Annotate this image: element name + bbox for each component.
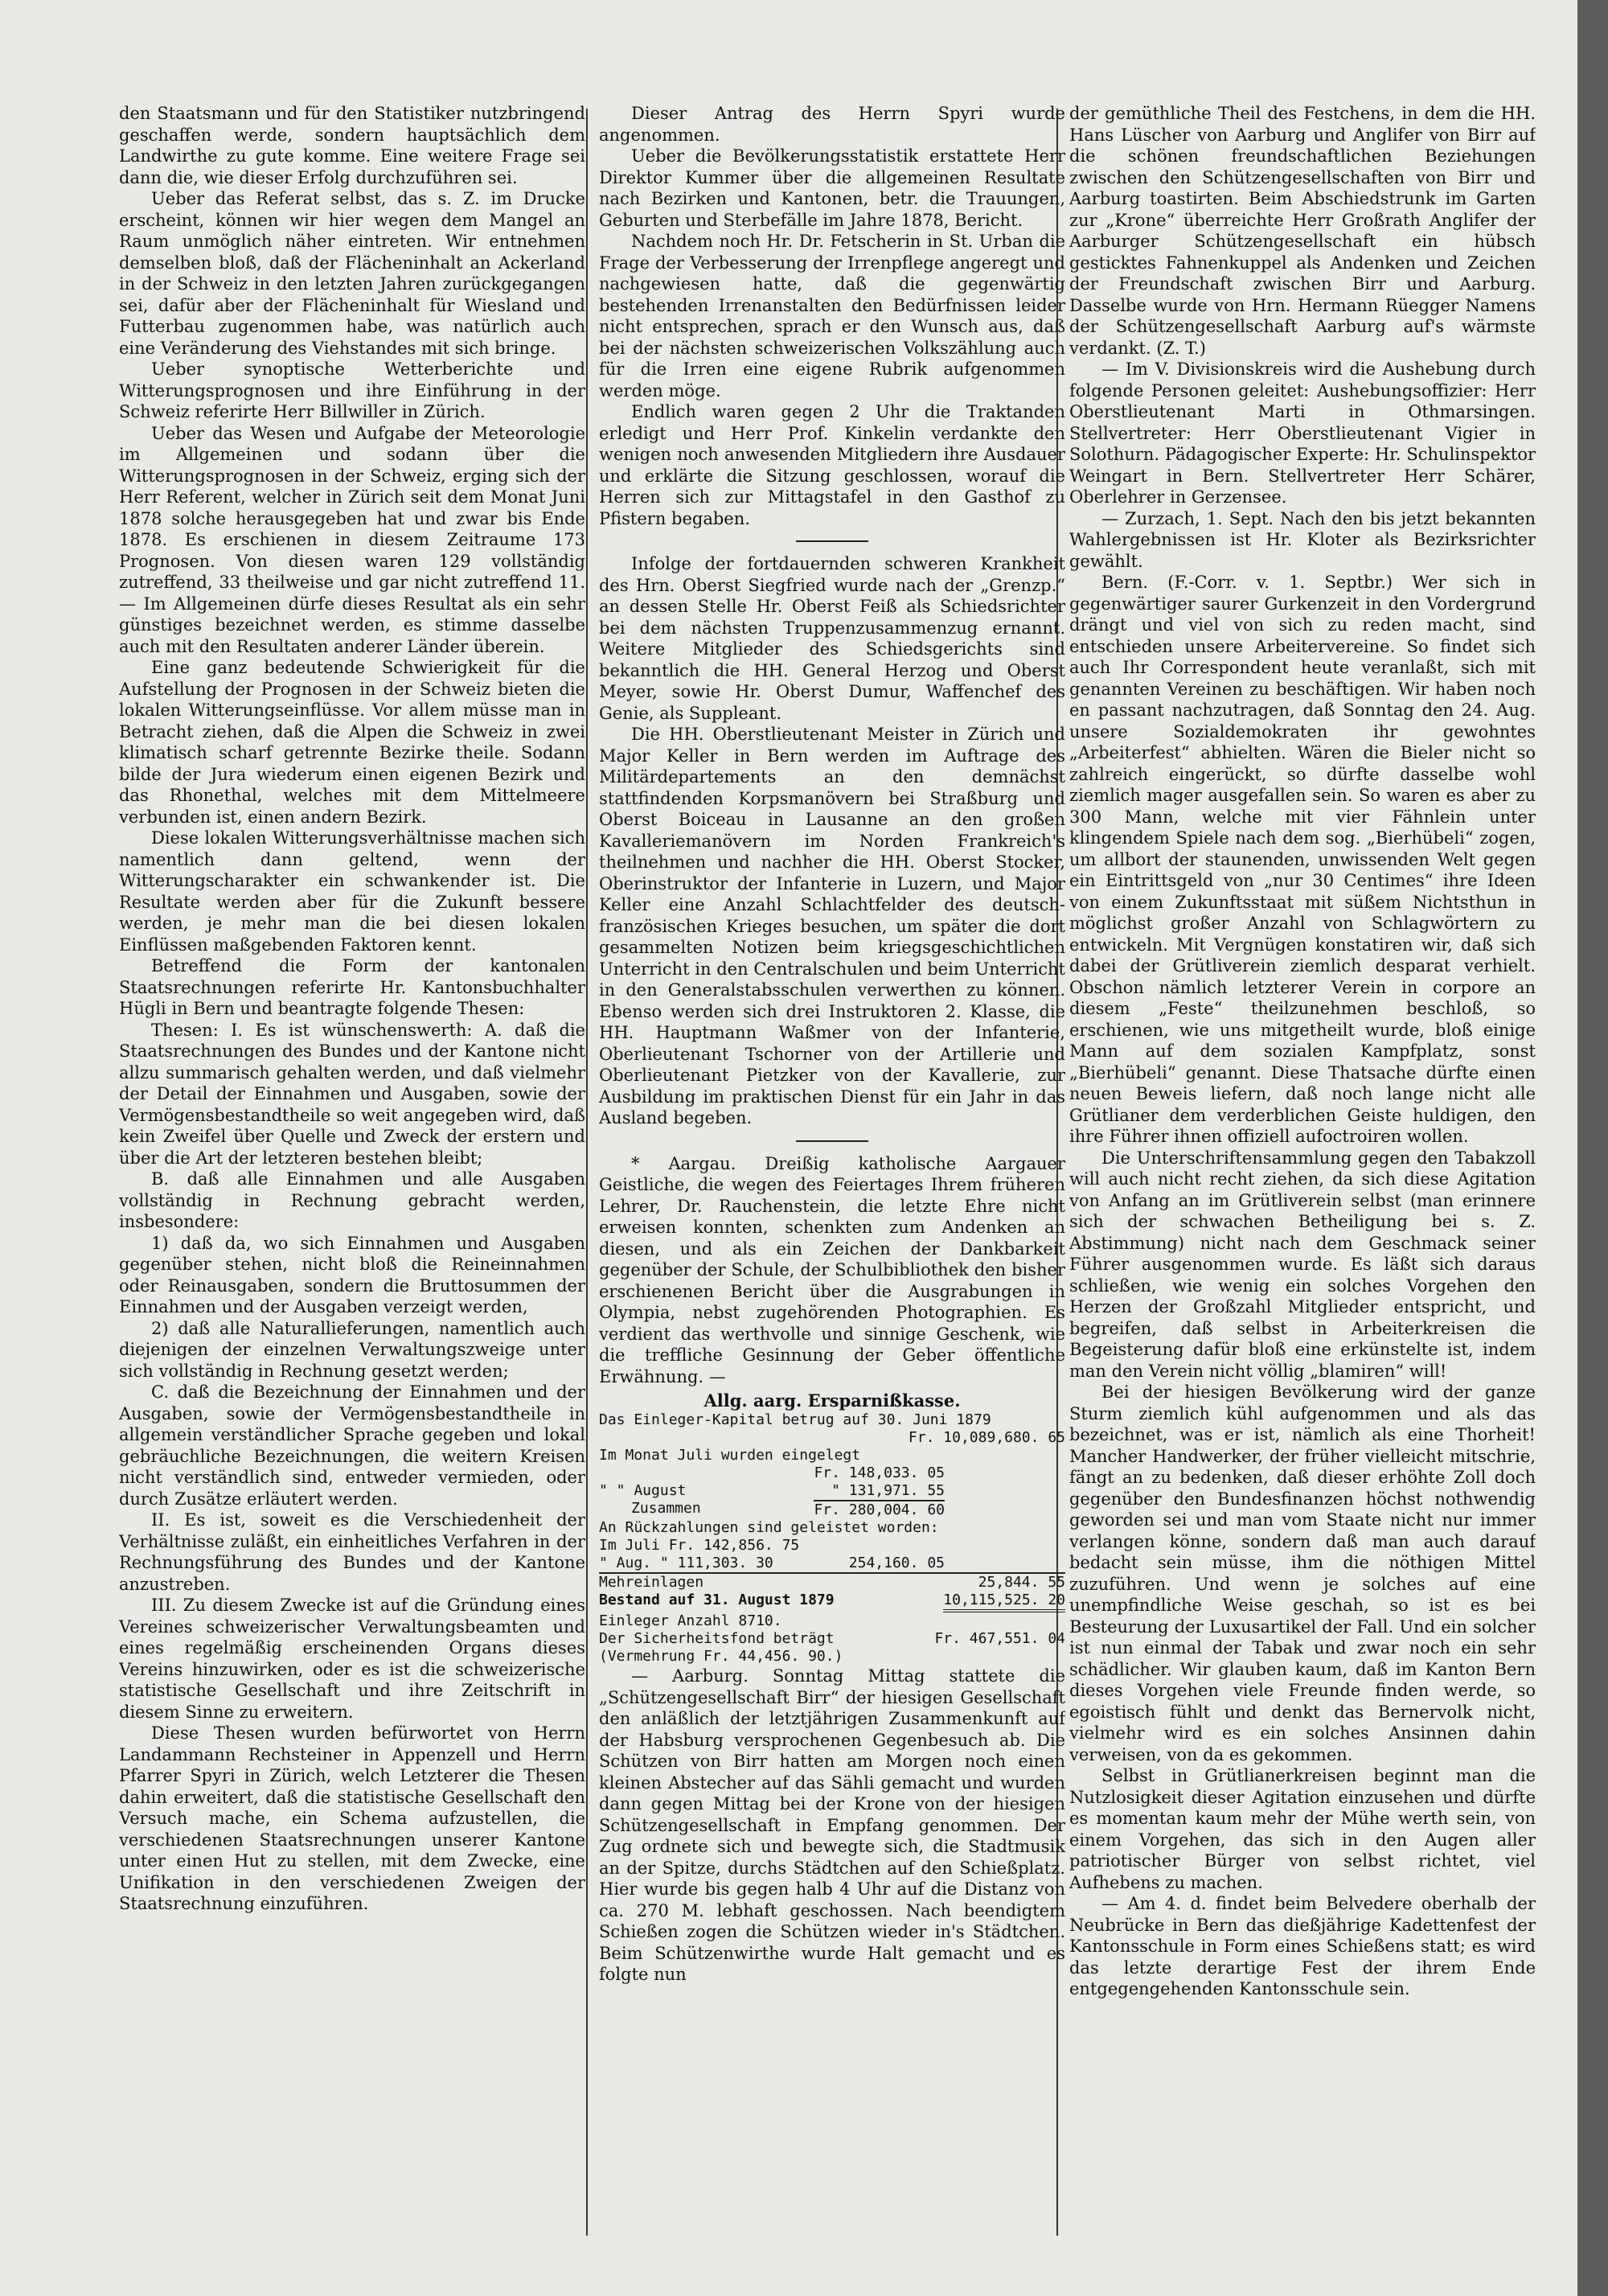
paragraph: Ueber das Wesen und Aufgabe der Meteorologie im Allgemeinen und sodann über die Witterungsprognosen in der Schweiz, erging sich der Herr Referent, welcher in Zürich seit dem Monat Juni 1878 solche herausgegeben hat und zwar bis Ende 1878. Es erschienen in diesem Zeitraume 173 Prognosen. Von diesen waren 129 vollständig zutreffend, 33 theilweise und gar nicht zutreffend 11. — Im Allgemeinen dürfe dieses Resultat als ein sehr günstiges bezeichnet werden, es stimme dasselbe auch mit den Resultaten anderer Länder überein. [119,423,585,656]
table-value: Fr. 467,551. 04 [934,1630,1065,1647]
paragraph: — Im V. Divisionskreis wird die Aushebung durch folgende Personen geleitet: Aushebungsoffizier: Herr Oberstlieutenant Marti in Othmarsingen. Stellvertreter: Herr Oberstlieutenant Vigier in Solothurn. Pädagogischer Experte: Hr. Schulinspektor Weingart in Bern. Stellvertreter Herr Schärer, Oberlehrer in Gerzensee. [1069,359,1536,507]
paragraph: den Staatsmann und für den Statistiker nutzbringend geschaffen werde, sondern hauptsächlich dem Landwirthe zu gute komme. Eine weitere Frage sei dann die, wie dieser Erfolg durchzuführen sei. [119,104,585,187]
table-label: " Aug. " 111,303. 30 [599,1555,773,1571]
table-label: Mehreinlagen [599,1574,704,1591]
table-label: (Vermehrung Fr. 44,456. 90.) [599,1648,843,1665]
table-value: 25,844. 55 [978,1574,1065,1591]
table-label: " " August [599,1482,687,1499]
paragraph: 1) daß da, wo sich Einnahmen und Ausgaben gegenüber stehen, nicht bloß die Reineinnahmen oder Reinausgaben, sondern die Bruttosummen der Einnahmen und der Ausgaben verzeigt werden, [119,1233,585,1316]
paragraph: — Zurzach, 1. Sept. Nach den bis jetzt bekannten Wahlergebnissen ist Hr. Kloter als Bezirksrichter gewählt. [1069,508,1536,571]
paragraph: der gemüthliche Theil des Festchens, in dem die HH. Hans Lüscher von Aarburg und Anglifer von Birr auf die schönen freundschaftlichen Beziehungen zwischen den Schützengesellschaften von Birr und Aarburg toastirten. Beim Abschiedstrunk im Garten zur „Krone“ überreichte Herr Großrath Anglifer der Aarburger Schützengesellschaft ein hübsch gesticktes Fahnenkuppel als Andenken und Zeichen der Freundschaft zwischen Birr und Aarburg. Dasselbe wurde von Hrn. Hermann Rüegger Namens der Schützengesellschaft Aarburg auf's wärmste verdankt. (Z. T.) [1069,104,1536,358]
paragraph: II. Es ist, soweit es die Verschiedenheit der Verhältnisse zuläßt, ein einheitliches Verfahren in der Rechnungsführung des Bundes und der Kantone anzustreben. [119,1510,585,1594]
paragraph: 2) daß alle Naturallieferungen, namentlich auch diejenigen der einzelnen Verwaltungszweige unter sich vollständig in Rechnung gesetzt werden; [119,1318,585,1381]
table-row [599,1464,1065,1482]
paragraph: — Aarburg. Sonntag Mittag stattete die „Schützengesellschaft Birr“ der hiesigen Gesellschaft den anläßlich der letztjährigen Zusammenkunft auf der Habsburg versprochenen Gegenbesuch ab. Die Schützen von Birr hatten am Morgen noch einen kleinen Abstecher auf das Sähli gemacht und wurden dann gegen Mittag bei der Krone von der hiesigen Schützengesellschaft in Empfang genommen. Der Zug ordnete sich und bewegte sich, die Stadtmusik an der Spitze, durchs Städtchen auf den Schießplatz. Hier wurde bis gegen halb 4 Uhr auf die Distanz von ca. 270 M. lebhaft geschossen. Nach beendigtem Schießen zogen die Schützen wieder in's Städtchen. Beim Schützenwirthe wurde Halt gemacht und es folgte nun [599,1666,1065,1984]
paragraph: Thesen: I. Es ist wünschenswerth: A. daß die Staatsrechnungen des Bundes und der Kantone nicht allzu summarisch gehalten werden, und daß vielmehr der Detail der Einnahmen und Ausgaben, sowie der Vermögensbestandtheile so weit angegeben wird, daß kein Zweifel über Quelle und Zweck der erstern und über die Art der letzteren bestehen bleibt; [119,1020,585,1168]
table-value: Fr. 10,089,680. 65 [908,1429,1065,1446]
column-1 [119,103,585,2266]
column-rule [586,109,588,2236]
table-row [599,1572,1065,1592]
paragraph: Infolge der fortdauernden schweren Krankheit des Hrn. Oberst Siegfried wurde nach der „Grenzp.“ an dessen Stelle Hr. Oberst Feiß als Schiedsrichter bei dem nächsten Truppenzusammenzug ernannt. Weitere Mitglieder des Schiedsgerichts sind bekanntlich die HH. General Herzog und Oberst Meyer, sowie Hr. Oberst Dumur, Waffenchef des Genie, als Suppleant. [599,554,1065,723]
paragraph: Bern. (F.-Corr. v. 1. Septbr.) Wer sich in gegenwärtiger saurer Gurkenzeit in den Vordergrund drängt und viel von sich zu reden macht, sind entschieden unsere Arbeitervereine. So findet sich auch Ihr Correspondent heute veranlaßt, sich mit genannten Vereinen zu beschäftigen. Wir haben noch en passant nachzutragen, daß Sonntag den 24. Aug. unsere Sozialdemokraten ihr gewohntes „Arbeiterfest“ abhielten. Wären die Bieler nicht so zahlreich eingerückt, so dürfte dasselbe wohl ziemlich mager ausgefallen sein. So waren es aber zu 300 Mann, welche mit vier Fähnlein unter klingendem Spiele nach dem sog. „Bierhübeli“ zogen, um allbort der staunenden, unwissenden Welt gegen ein Eintrittsgeld von „nur 30 Centimes“ ihre Ideen von einem Zukunftsstaat mit süßem Nichtsthun in möglichst großer Anzahl von Schlagwörtern zu entwickeln. Mit Vergnügen konstatiren wir, daß sich dabei der Grütliverein ziemlich desparat verhielt. Obschon nämlich letzterer Verein in corpore an diesem „Feste“ theilzunehmen beschloß, so erschienen, wie uns mitgetheilt wurde, bloß einige Mann auf dem sozialen Kampfplatz, sonst „Bierhübeli“ genannt. Diese Thatsache dürfte einen neuen Beweis liefern, daß noch lange nicht alle Grütlianer dem verderblichen Geiste huldigen, den ihre Führer ihnen offiziell aufoctroiren wollen. [1069,573,1536,1146]
table-label: Zusammen [631,1500,701,1517]
paragraph: Die Unterschriftensammlung gegen den Tabakzoll will auch nicht recht ziehen, da sich diese Agitation von Anfang an im Grütliverein selbst (man erinnere sich der schwachen Betheiligung bei s. Z. Abstimmung) nicht nach dem Geschmack seiner Führer ausgenommen wurde. Es läßt sich daraus schließen, wie wenig ein solches Vorgehen den Herzen der Großzahl Mitglieder entspricht, und begreifen, daß selbst in Arbeiterkreisen die Begeisterung dafür bloß eine erkünstelte ist, indem man den Verein nicht völlig „blamiren“ will! [1069,1148,1536,1381]
paragraph: Diese Thesen wurden befürwortet von Herrn Landammann Rechsteiner in Appenzell und Herrn Pfarrer Spyri in Zürich, welch Letzterer die Thesen dahin erweitert, daß die statistische Gesellschaft den Versuch mache, ein Schema aufzustellen, die verschiedenen Staatsrechnungen unserer Kantone unter einen Hut zu stellen, mit dem Zwecke, eine Unifikation in den verschiedenen Zweigen der Staatsrechnung einzuführen. [119,1723,585,1913]
paragraph: Betreffend die Form der kantonalen Staatsrechnungen referirte Hr. Kantonsbuchhalter Hügli in Bern und beantragte folgende Thesen: [119,956,585,1018]
paragraph: Ueber das Referat selbst, das s. Z. im Drucke erscheint, können wir hier wegen dem Mangel an Raum unmöglich näher eintreten. Wir entnehmen demselben bloß, daß der Flächeninhalt an Ackerland in der Schweiz in den letzten Jahren zurückgegangen sei, dafür aber der Flächeninhalt für Wiesland und Futterbau zugenommen habe, was natürlich auch eine Veränderung des Viehstandes mit sich bringe. [119,189,585,358]
table-row [599,1555,1065,1572]
table-value: Fr. 148,033. 05 [814,1464,945,1481]
paragraph: Bei der hiesigen Bevölkerung wird der ganze Sturm ziemlich kühl aufgenommen und als das bezeichnet, was er ist, nämlich als eine Thorheit! Mancher Handwerker, der früher vielleicht mitschrie, fängt an zu bedenken, daß dieser erhöhte Zoll doch gegenüber den Bundesfinanzen höchst nothwendig geworden sei und man vom Staate nicht nur immer verlangen könne, sondern daß man auch darauf bedacht sein müsse, ihm die nöthigen Mittel zuzuführen. Und wenn je solches auf eine unempfindliche Weise geschah, so ist es bei Besteurung der Luxusartikel der Fall. Und ein solcher ist nun einmal der Tabak und zwar noch ein sehr schädlicher. Wir glauben kaum, daß im Kanton Bern dieses Vorgehen viele Freunde finden werde, so egoistisch fühlt und denkt das Bernervolk nicht, vielmehr wird es ein solches Ansinnen dahin verweisen, von da es gekommen. [1069,1382,1536,1764]
table-value: Fr. 280,004. 60 [814,1501,945,1518]
paragraph: Ueber die Bevölkerungsstatistik erstattete Herr Direktor Kummer über die allgemeinen Resultate nach Bezirken und Kantonen, betr. die Trauungen, Geburten und Sterbefälle im Jahre 1878, Bericht. [599,146,1065,230]
table-row [599,1500,1065,1519]
paragraph: — Am 4. d. findet beim Belvedere oberhalb der Neubrücke in Bern das dießjährige Kadettenfest der Kantonsschule in Form eines Schießens statt; es wird das letzte derartige Fest der ihrem Ende entgegengehenden Kantonsschule sein. [1069,1894,1536,1998]
table-value: 10,115,525. 20 [943,1592,1065,1612]
paragraph: Ueber synoptische Wetterberichte und Witterungsprognosen und ihre Einführung in der Schweiz referirte Herr Billwiller in Zürich. [119,359,585,421]
table-label: Bestand auf 31. August 1879 [599,1592,835,1608]
paragraph: C. daß die Bezeichnung der Einnahmen und der Ausgaben, sowie der Vermögensbestandtheile in allgemein verständlicher Sprache gegeben und lokal gebräuchliche Bezeichnungen, die weitern Kreisen nicht verständlich sind, entweder vermieden, oder durch Zusätze erläutert werden. [119,1382,585,1509]
table-value: 254,160. 05 [848,1555,945,1571]
table-label: Im Monat Juli wurden eingelegt [599,1447,861,1464]
paragraph: Diese lokalen Witterungsverhältnisse machen sich namentlich dann geltend, wenn der Witterungscharakter ein schwankender ist. Die Resultate werden aber für die Zukunft bessere werden, je mehr man die bei diesen lokalen Einflüssen maßgebenden Faktoren kennt. [119,828,585,955]
table-label: An Rückzahlungen sind geleistet worden: [599,1519,939,1536]
paragraph: Nachdem noch Hr. Dr. Fetscherin in St. Urban die Frage der Verbesserung der Irrenpflege angeregt und nachgewiesen hatte, daß die gegenwärtig bestehenden Irrenanstalten den Bedürfnissen leider nicht entsprechen, sprach er den Wunsch aus, daß bei der nächsten schweizerischen Volkszählung auch für die Irren eine eigene Rubrik aufgenommen werden möge. [599,232,1065,400]
paragraph: III. Zu diesem Zwecke ist auf die Gründung eines Vereines schweizerischer Verwaltungsbeamten und eines regelmäßig erscheinenden Organs dieses Vereins hinzuwirken, oder es ist die schweizerische statistische Gesellschaft und ihre Zeitschrift in diesem Sinne zu erweitern. [119,1596,585,1722]
paragraph: B. daß alle Einnahmen und alle Ausgaben vollständig in Rechnung gebracht werden, insbesondere: [119,1169,585,1231]
table-row [599,1429,1065,1447]
table-intro: Das Einleger-Kapital betrug auf 30. Juni 1879 [599,1411,991,1428]
section-divider [796,540,868,542]
paragraph: Selbst in Grütlianerkreisen beginnt man die Nutzlosigkeit dieser Agitation einzusehen und dürfte es momentan kaum mehr der Mühe werth sein, von einem Vorgehen, das sich in den Augen aller patriotischer Bürger von selbst richtet, viel Aufhebens zu machen. [1069,1766,1536,1892]
column-2 [599,103,1065,2266]
table-title: Allg. aarg. Ersparnißkasse. [704,1390,961,1411]
savings-bank-table [599,1392,1065,1666]
table-label: Im Juli Fr. 142,856. 75 [599,1537,800,1554]
column-3 [1069,103,1536,2266]
section-divider [796,1140,868,1142]
paragraph: Eine ganz bedeutende Schwierigkeit für die Aufstellung der Prognosen in der Schweiz bieten die lokalen Witterungseinflüsse. Vor allem müsse man in Betracht ziehen, daß die Alpen die Schweiz in zwei klimatisch scharf getrennte Bezirke theile. Sodann bilde der Jura wiederum einen eigenen Bezirk und das Rhonethal, welches mit dem Mittelmeere verbunden ist, einen andern Bezirk. [119,658,585,827]
table-label: Einleger Anzahl 8710. [599,1612,782,1629]
table-row [599,1630,1065,1648]
table-value: " 131,971. 55 [831,1482,945,1499]
paragraph: * Aargau. Dreißig katholische Aargauer Geistliche, die wegen des Feiertages Ihrem früheren Lehrer, Dr. Rauchenstein, die letzte Ehre nicht erweisen konnten, schenkten zum Andenken an diesen, und als ein Zeichen der Dankbarkeit gegenüber der Schule, der Schulbibliothek den bisher erschienenen Bericht über die Ausgrabungen in Olympia, nebst zugehörenden Photographien. Es verdient das werthvolle und sinnige Geschenk, wie die treffliche Gesinnung der Geber öffentliche Erwähnung. — [599,1153,1065,1386]
paragraph: Endlich waren gegen 2 Uhr die Traktanden erledigt und Herr Prof. Kinkelin verdankte den wenigen noch anwesenden Mitgliedern ihre Ausdauer und erklärte die Sitzung geschlossen, worauf die Herren sich zur Mittagstafel in den Gasthof zu Pfistern begaben. [599,402,1065,528]
paragraph: Die HH. Oberstlieutenant Meister in Zürich und Major Keller in Bern werden im Auftrage des Militärdepartements an den demnächst stattfindenden Korpsmanövern bei Straßburg und Oberst Boiceau in Lausanne an den großen Kavalleriemanövern im Norden Frankreich's theilnehmen und nachher die HH. Oberst Stocker, Oberinstruktor der Infanterie in Luzern, und Major Keller eine Anzahl Schlachtfelder des deutsch-französischen Krieges besuchen, um später die dort gesammelten Notizen beim kriegsgeschichtlichen Unterricht in den Centralschulen und beim Unterricht in den Generalstabsschulen verwerthen zu können. Ebenso werden sich drei Instruktoren 2. Klasse, die HH. Hauptmann Waßmer von der Infanterie, Oberlieutenant Tschorner von der Artillerie und Oberlieutenant Pietzker von der Kavallerie, zur Ausbildung im praktischen Dienst für ein Jahr in das Ausland begeben. [599,725,1065,1127]
table-row [599,1482,1065,1500]
table-row [599,1592,1065,1612]
table-label: Der Sicherheitsfond beträgt [599,1630,835,1647]
paragraph: Dieser Antrag des Herrn Spyri wurde angenommen. [599,104,1065,145]
